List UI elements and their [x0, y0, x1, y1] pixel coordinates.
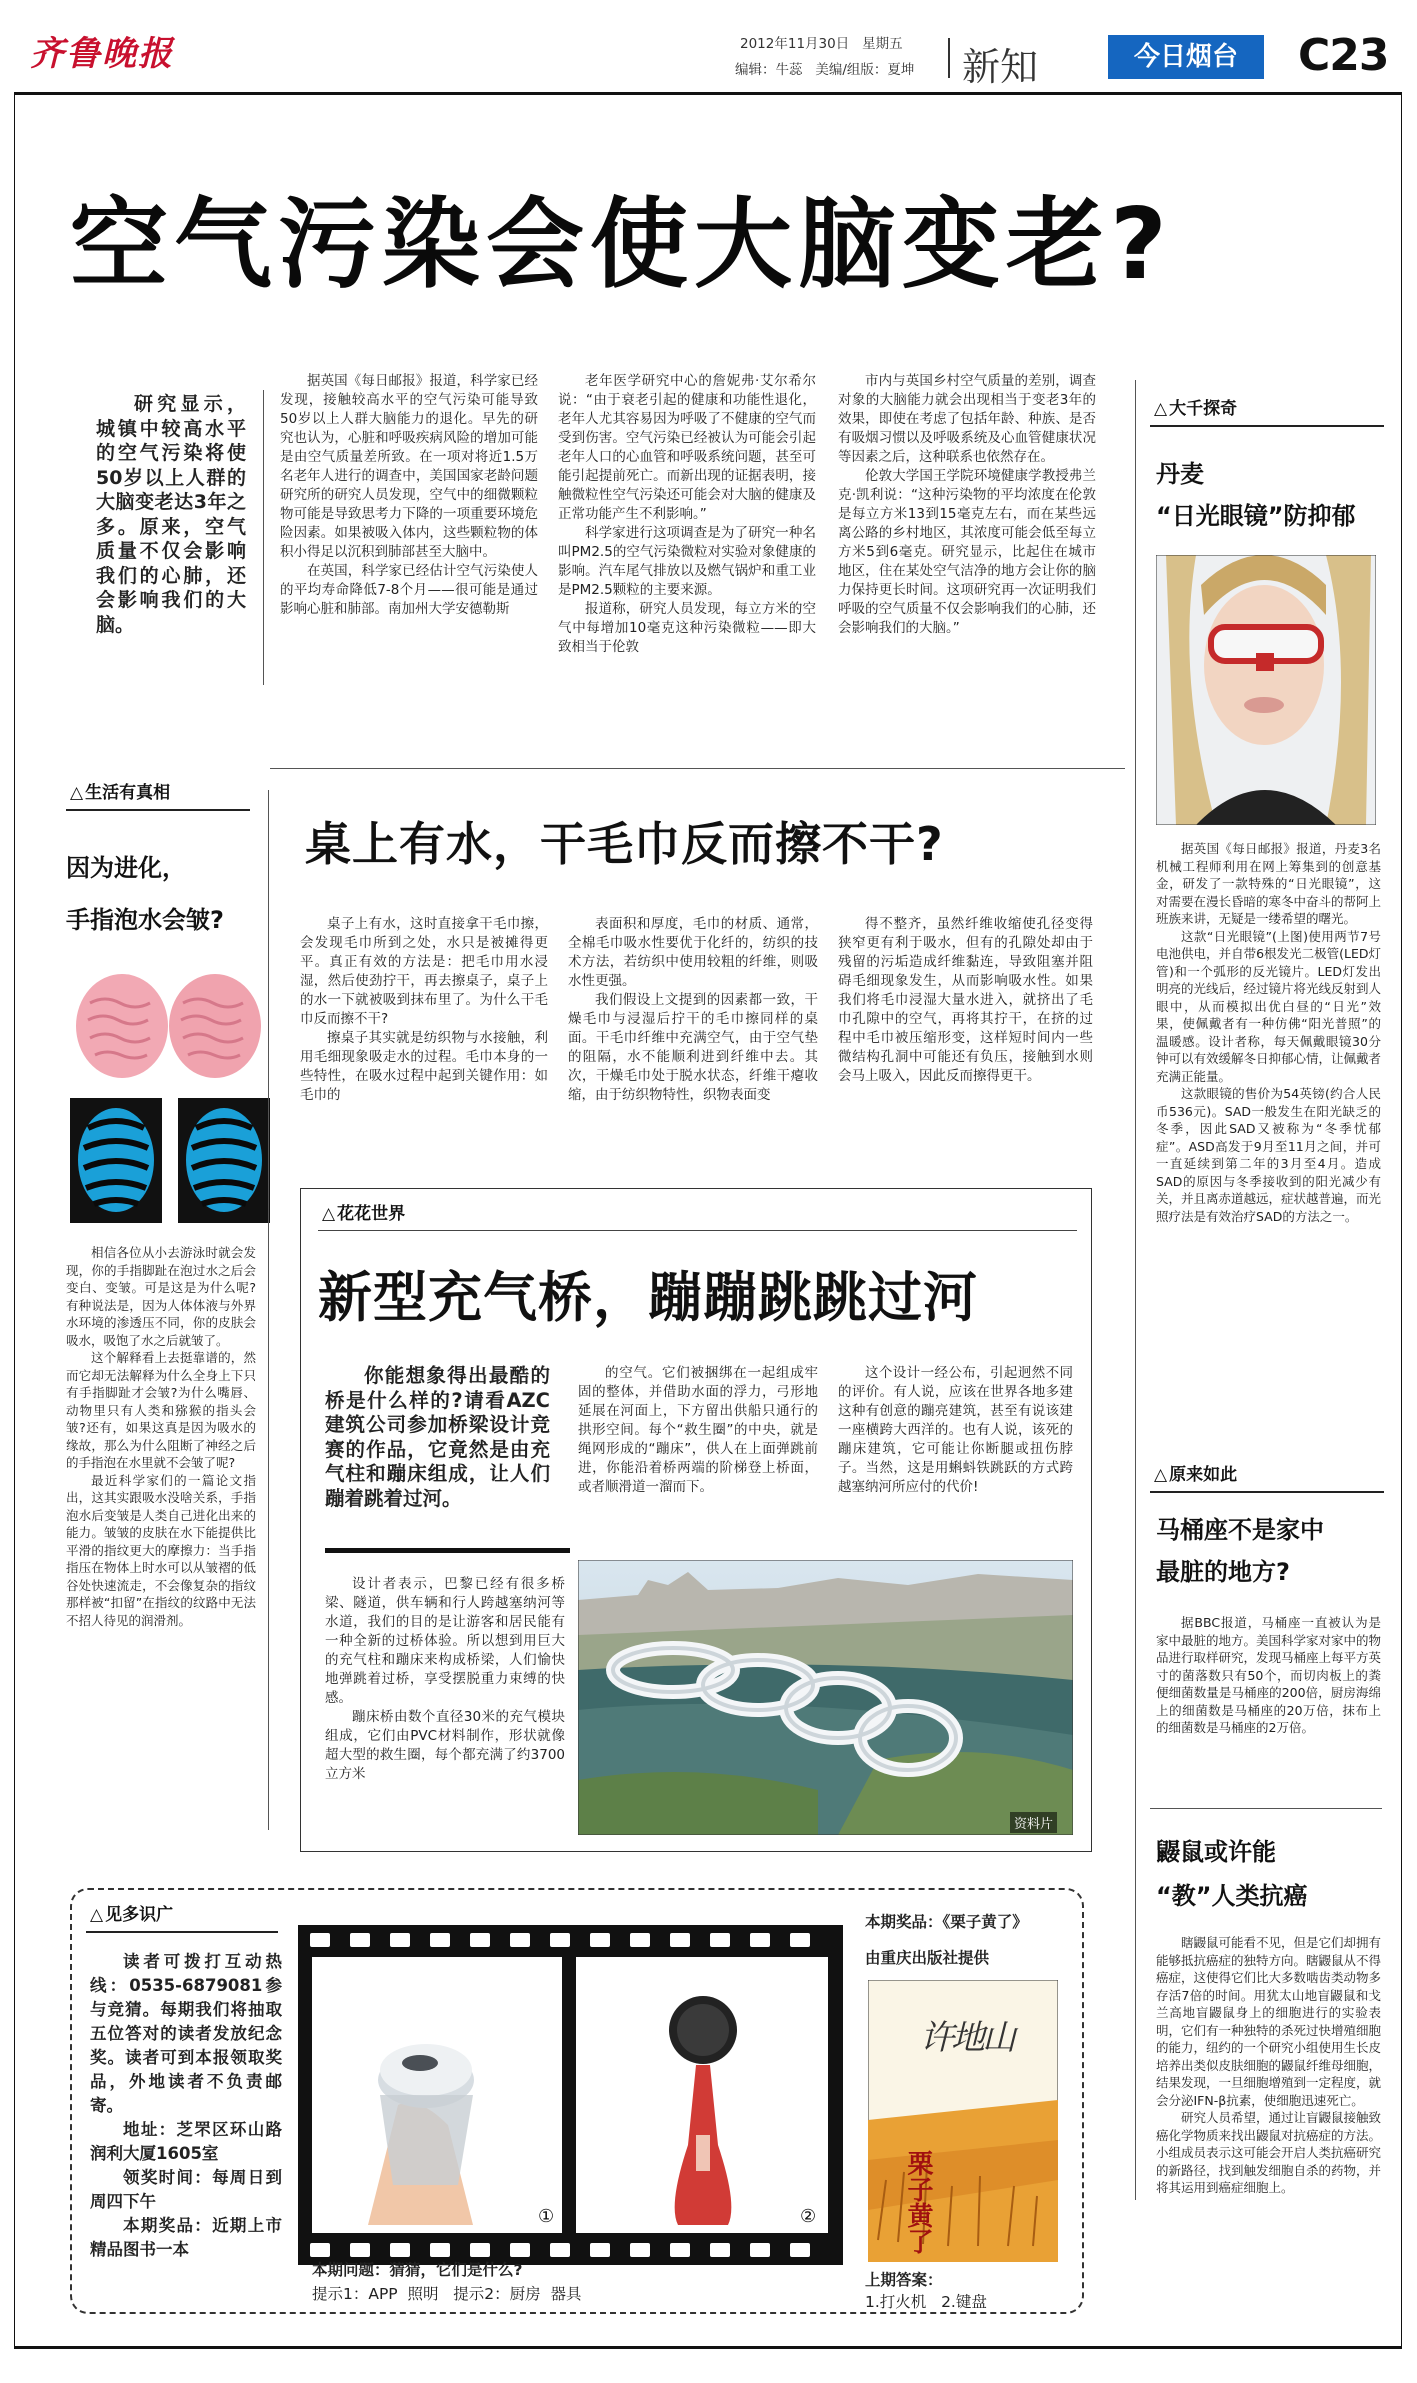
- right-tag-2-label: 原来如此: [1169, 1465, 1238, 1485]
- page-left-border: [14, 92, 15, 2347]
- right-paragraph: 这款眼镜的售价为54英镑(约合人民币536元)。SAD一般发生在阳光缺乏的冬季，因此SAD又被称为“冬季忧郁症”。ASD高发于9月至11月之间，并可一直延续到第二年的3月至4月。造成SAD的原因与冬季接收到的阳光减少有关，并且离赤道越远，症状越普遍，而光照疗法是有效治疗SAD的方法之一。: [1156, 1086, 1382, 1224]
- section-divider: [948, 38, 950, 78]
- right-headline-2a: 马桶座不是家中: [1156, 1516, 1324, 1544]
- right-headline-1b: “日光眼镜”防抑郁: [1156, 502, 1356, 530]
- photo-credit: 资料片: [1010, 1812, 1057, 1833]
- section-name: 新知: [962, 45, 1039, 89]
- left-headline-2: 手指泡水会皱?: [66, 906, 224, 934]
- date-line: 2012年11月30日 星期五: [740, 36, 903, 52]
- left-paragraph: 这个解释看上去挺靠谱的，然而它却无法解释为什么全身上下只有手指脚趾才会皱?为什么嘴唇、动物里只有人类和猕猴的指头会皱?还有，如果这真是因为吸水的缘故，那么为什么阻断了神经之后的手指泡在水里就不会皱了呢?: [66, 1350, 256, 1470]
- quiz-paragraph: 地址：芝罘区环山路润利大厦1605室: [90, 2120, 282, 2163]
- page-number: C23: [1298, 30, 1389, 81]
- right-tag-1: [1150, 390, 1384, 427]
- bridge-paragraph: 的空气。它们被捆绑在一起组成牢固的整体，并借助水面的浮力，弓形地延展在河面上，下方留出供船只通行的拱形空间。每个“救生圈”的中央，就是绳网形成的“蹦床”，供人在上面弹跳前进，你能沿着桥两端的阶梯登上桥面，或者顺滑道一溜而下。: [578, 1365, 818, 1495]
- answer-text: 1.打火机 2.键盘: [865, 2293, 987, 2311]
- bridge-col-2: [578, 1364, 818, 1497]
- quiz-tag-label: 见多识广: [105, 1905, 174, 1925]
- quiz-number-2: ②: [800, 2206, 817, 2227]
- quiz-paragraph: 领奖时间：每周日到周四下午: [90, 2168, 282, 2211]
- right-tag-1-label: 大千探奇: [1169, 399, 1238, 419]
- left-paragraph: 相信各位从小去游泳时就会发现，你的手指脚趾在泡过水之后会变白、变皱。可是这是为什么呢?有种说法是，因为人体体液与外界水环境的渗透压不同，你的皮肤会吸水，吸饱了水之后就皱了。: [66, 1245, 256, 1348]
- lead-paragraph: 科学家进行这项调查是为了研究一种名叫PM2.5的空气污染微粒对实验对象健康的影响。汽车尾气排放以及燃气锅炉和重工业是PM2.5颗粒的主要来源。: [558, 525, 816, 598]
- right-paragraph: 据BBC报道，马桶座一直被认为是家中最脏的地方。美国科学家对家中的物品进行取样研究，发现马桶座上每平方英寸的菌落数只有50个，而切肉板上的粪便细菌数量是马桶座的200倍，厨房海绵上的细菌数是马桶座的20万倍，抹布上的细菌数是马桶座的2万倍。: [1156, 1615, 1382, 1735]
- lead-paragraph: 据英国《每日邮报》报道，科学家已经发现，接触较高水平的空气污染可能导致50岁以上人群大脑能力的退化。早先的研究也认为，心脏和呼吸疾病风险的增加可能是由空气质量差所致。在一项对将近1.5万名老年人进行的调查中，美国国家老龄问题研究所的研究人员发现，空气中的细微颗粒物可能是导致思考力下降的一项重要环境危险因素。如果被吸入体内，这些颗粒物的体积小得足以沉积到肺部甚至大脑中。: [280, 373, 538, 560]
- lead-intro: 研究显示，城镇中较高水平的空气污染将使50岁以上人群的大脑变老达3年之多。原来，空气质量不仅会影响我们的心肺，还会影响我们的大脑。: [96, 393, 246, 636]
- towel-paragraph: 我们假设上文提到的因素都一致，干燥毛巾与浸湿后拧干的毛巾擦同样的桌面。干毛巾纤维中充满空气，由于空气垫的阻隔，水不能顺利进到纤维中去。其次，干燥毛巾处于脱水状态，纤维干瘪收缩，由于纺织物特性，织物表面变: [568, 992, 818, 1103]
- towel-paragraph: 表面积和厚度，毛巾的材质、通常，全棉毛巾吸水性要优于化纤的，纺织的技术方法，若纺织中使用较粗的纤维，则吸水性更强。: [568, 916, 818, 989]
- prize-line-1: 本期奖品：《栗子黄了》: [865, 1913, 1028, 1931]
- left-paragraph: 最近科学家们的一篇论文指出，这其实跟吸水没啥关系，手指泡水后变皱是人类自己进化出来的能力。皱皱的皮肤在水下能提供比平滑的指纹更大的摩擦力：当手指指压在物体上时水可以从皱褶的低谷处快速流走，不会像复杂的指纹那样被“扣留”在指纹的纹路中无法不招人待见的润滑剂。: [66, 1472, 256, 1628]
- lead-col-1: [280, 372, 538, 619]
- quiz-text: [90, 1950, 282, 2262]
- right-paragraph: 据英国《每日邮报》报道，丹麦3名机械工程师利用在网上筹集到的创意基金，研发了一款特殊的“日光眼镜”，这对需要在漫长昏暗的寒冬中奋斗的帮阿上班族来讲，无疑是一缕希望的曙光。: [1156, 841, 1382, 926]
- sun-glasses-woman-photo: [1156, 555, 1376, 825]
- right-headline-2b: 最脏的地方?: [1156, 1558, 1290, 1586]
- quiz-paragraph: 本期奖品：近期上市精品图书一本: [90, 2216, 282, 2259]
- right-tag-2: [1150, 1456, 1384, 1493]
- book-title: 栗子黄了: [903, 2150, 933, 2254]
- bridge-paragraph: 这个设计一经公布，引起迥然不同的评价。有人说，应该在世界各地多建这种有创意的蹦亮建筑，甚至有说该建一座横跨大西洋的。也有人说，该死的蹦床建筑，它可能让你断腿或扭伤脖子。当然，这是用蝌蚪铁跳跃的方式跨越塞纳河所应付的代价!: [838, 1365, 1073, 1495]
- quiz-hint: 提示1：APP 照明 提示2：厨房 器具: [312, 2285, 582, 2303]
- left-column-body: [66, 1244, 256, 1629]
- right-story-1: [1156, 840, 1381, 1225]
- left-tag-label: 生活有真相: [85, 783, 171, 803]
- left-headline-1: 因为进化，: [66, 854, 186, 882]
- left-tag: [66, 774, 250, 811]
- masthead: [0, 0, 1417, 90]
- right-story-rule: [1150, 1808, 1382, 1809]
- towel-col-3: [838, 915, 1093, 1086]
- right-story-2: [1156, 1614, 1381, 1737]
- masthead-rule: [14, 92, 1402, 95]
- film-strip: [298, 1925, 843, 2265]
- bridge-tag-label: 花花世界: [337, 1204, 406, 1224]
- prize-line-2: 由重庆出版社提供: [865, 1949, 990, 1967]
- quiz-question: 本期问题：猜猜，它们是什么?: [312, 2261, 523, 2279]
- triangle-icon: △: [1154, 1465, 1168, 1485]
- towel-paragraph: 得不整齐，虽然纤维收缩使孔径变得狭窄更有利于吸水，但有的孔隙处却由于残留的污垢造成纤维黏连，导致阻塞并阻碍毛细现象发生，从而影响吸水性。如果我们将毛巾浸湿大量水进入，就挤出了毛巾孔隙中的空气，再将其拧干，在挤的过程中毛巾被压缩形变，这样短时间内一些微结构孔洞中可能还有负压，接触到水则会马上吸入，因此反而擦得更干。: [838, 916, 1093, 1084]
- answer-title: 上期答案：: [865, 2271, 943, 2289]
- quiz-number-1: ①: [538, 2206, 555, 2227]
- bridge-headline: 新型充气桥，蹦蹦跳跳过河: [318, 1266, 978, 1329]
- edition-badge: 今日烟台: [1108, 35, 1264, 79]
- fingertip-pressure-map: [70, 1098, 270, 1223]
- right-headline-1a: 丹麦: [1156, 460, 1204, 488]
- right-paragraph: 瞎鼹鼠可能看不见，但是它们却拥有能够抵抗癌症的独特方向。瞎鼹鼠从不得癌症，这使得它们比大多数啮齿类动物多存活7倍的时间。用犹太山地盲鼹鼠和戈兰高地盲鼹鼠身上的细胞进行的实验表明，它们有一种独特的杀死过快增殖细胞的能力，纽约的一个研究小组使用生长皮培养出类似皮肤细胞的鼹鼠纤维母细胞，结果发现，一旦细胞增殖到一定程度，就会分泌IFN-β抗素，使细胞迅速死亡。: [1156, 1935, 1382, 2108]
- bridge-body-left: [325, 1575, 565, 1784]
- bridge-col-3: [838, 1364, 1073, 1497]
- towel-col-1: [300, 915, 548, 1105]
- inflatable-bridge-photo: [578, 1560, 1073, 1835]
- lead-col-2: [558, 372, 816, 657]
- bridge-paragraph: 蹦床桥由数个直径30米的充气模块组成，它们由PVC材料制作，形状就像超大型的救生圈，每个都充满了约3700立方米: [325, 1709, 565, 1782]
- right-paragraph: 这款“日光眼镜”(上图)使用两节7号电池供电，并自带6根发光二极管(LED灯管)和一个弧形的反光镜片。LED灯发出明亮的光线后，经过镜片将光线反射到人眼中，从而模拟出优白昼的“日光”效果，使佩戴者有一种仿佛“阳光普照”的温暖感。设计者称，每天佩戴眼镜30分钟可以有效缓解冬日抑郁心情，让佩戴者充满正能量。: [1156, 928, 1382, 1084]
- triangle-icon: △: [90, 1905, 104, 1925]
- lead-headline: 空气污染会使大脑变老?: [70, 188, 1173, 302]
- newspaper-logo: 齐鲁晚报: [30, 34, 174, 74]
- triangle-icon: △: [70, 783, 84, 803]
- page-bottom-rule: [14, 2346, 1402, 2349]
- quiz-paragraph: 读者可拨打互动热线：0535-6879081参与竞猜。每期我们将抽取五位答对的读者发放纪念奖。读者可到本报领取奖品，外地读者不负责邮寄。: [90, 1952, 282, 2115]
- right-paragraph: 研究人员希望，通过让盲鼹鼠接触致癌化学物质来找出鼹鼠对抗癌症的方法。小组成员表示这可能会开启人类抗癌研究的新路径，找到触发细胞自杀的药物，并将其运用到癌症细胞上。: [1156, 2110, 1382, 2195]
- towel-col-2: [568, 915, 818, 1105]
- towel-paragraph: 桌子上有水，这时直接拿干毛巾擦，会发现毛巾所到之处，水只是被摊得更平。真正有效的方法是：把毛巾用水浸湿，然后使劲拧干，再去擦桌子，桌子上的水一下就被吸到抹布里了。为什么干毛巾反而擦不干?: [300, 916, 548, 1027]
- bridge-paragraph: 设计者表示，巴黎已经有很多桥梁、隧道，供车辆和行人跨越塞纳河等水道，我们的目的是让游客和居民能有一种全新的过桥体验。所以想到用巨大的充气柱和蹦床来构成桥梁，人们愉快地弹跳着过桥，享受摆脱重力束缚的快感。: [325, 1576, 565, 1706]
- triangle-icon: △: [322, 1204, 336, 1224]
- lead-paragraph: 在英国，科学家已经估计空气污染使人的平均寿命降低7-8个月——很可能是通过影响心脏和肺部。南加州大学安德勒斯: [280, 563, 538, 617]
- left-column-rule: [268, 790, 269, 1830]
- right-column-rule: [1135, 380, 1136, 2200]
- towel-headline: 桌上有水，干毛巾反而擦不干?: [305, 817, 944, 871]
- book-author: 许地山: [920, 2018, 1013, 2058]
- towel-paragraph: 擦桌子其实就是纺织物与水接触，利用毛细现象吸走水的过程。毛巾本身的一些特性，在吸水过程中起到关键作用：如毛巾的: [300, 1030, 548, 1103]
- right-headline-3b: “教”人类抗癌: [1156, 1882, 1308, 1910]
- finger-wrinkle-illustration: [70, 958, 270, 1228]
- lead-col-3: [838, 372, 1096, 638]
- lead-paragraph: 伦敦大学国王学院环境健康学教授弗兰克·凯利说：“这种污染物的平均浓度在伦敦是每立方米13到15毫克左右，而在某些远离公路的乡村地区，其浓度可能会低至每立方米5到6毫克。研究显示，比起住在城市地区，住在某处空气洁净的地方会让你的脑力保持更长时间。这项研究再一次证明我们呼吸的空气质量不仅会影响我们的心肺，还会影响我们的大脑。”: [838, 468, 1096, 636]
- triangle-icon: △: [1154, 399, 1168, 419]
- right-headline-3a: 鼹鼠或许能: [1156, 1838, 1276, 1866]
- page-right-border: [1401, 92, 1402, 2347]
- bridge-tag: [318, 1195, 1077, 1231]
- quiz-tag: [86, 1896, 278, 1933]
- lead-paragraph: 报道称，研究人员发现，每立方米的空气中每增加10毫克这种污染微粒——即大致相当于伦敦: [558, 601, 816, 655]
- lead-paragraph: 市内与英国乡村空气质量的差别，调查对象的大脑能力就会出现相当于变老3年的效果，即使在考虑了包括年龄、种族、是否有吸烟习惯以及呼吸系统及心血管健康状况等因素之后，这种联系也依然存在。: [838, 373, 1096, 465]
- lead-intro-rule: [263, 390, 264, 685]
- editor-line: 编辑：牛蕊 美编/组版：夏坤: [735, 62, 915, 78]
- wrinkled-fingertips-photo: [70, 958, 270, 1078]
- lead-paragraph: 老年医学研究中心的詹妮弗·艾尔希尔说：“由于衰老引起的健康和功能性退化，老年人尤其容易因为呼吸了不健康的空气而受到伤害。空气污染已经被认为可能会引起老年人口的心血管和呼吸系统问题，甚至可能引起提前死亡。而新出现的证据表明，接触微粒性空气污染还可能会对大脑的健康及正常功能产生不利影响。”: [558, 373, 816, 522]
- bridge-intro-rule: [325, 1548, 570, 1553]
- right-story-3: [1156, 1934, 1381, 2197]
- bridge-intro: 你能想象得出最酷的桥是什么样的?请看AZC建筑公司参加桥梁设计竞赛的作品，它竟然是由充气柱和蹦床组成，让人们蹦着跳着过河。: [325, 1364, 550, 1510]
- lead-bottom-rule: [270, 768, 1125, 769]
